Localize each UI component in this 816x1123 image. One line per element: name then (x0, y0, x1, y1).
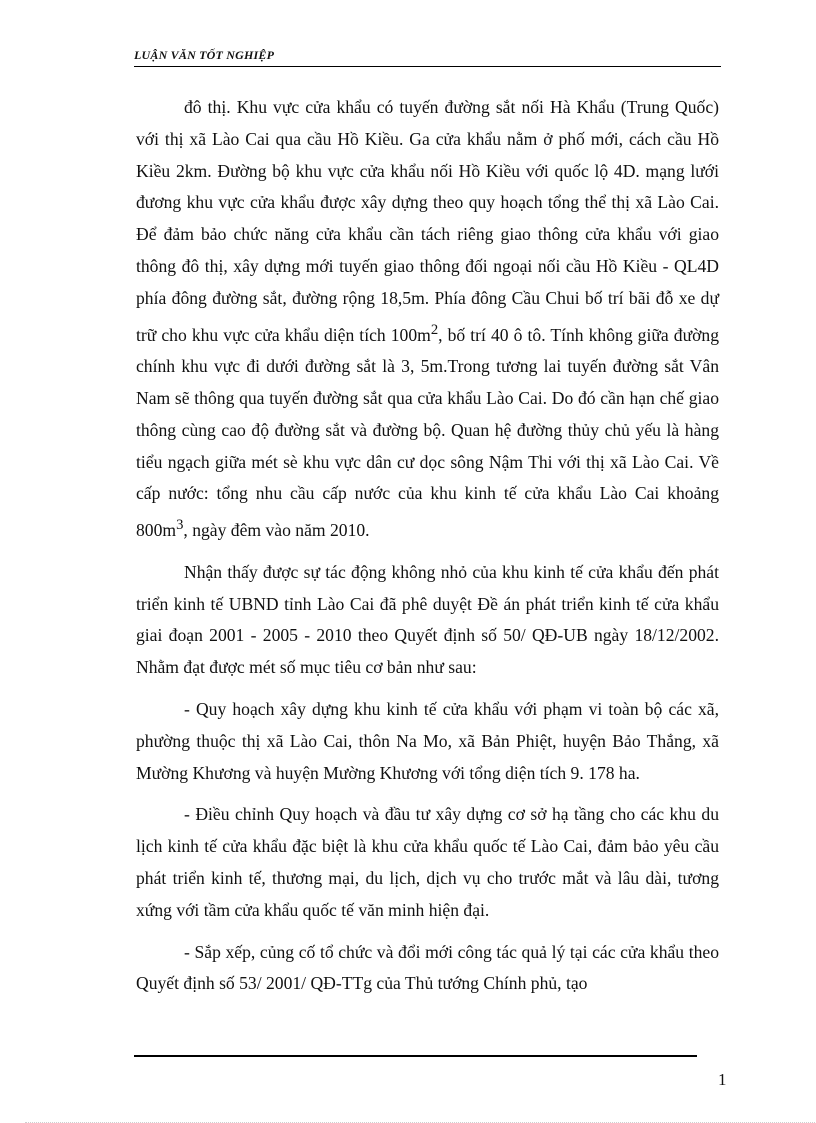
header-rule (134, 66, 721, 67)
paragraph-1 (136, 92, 719, 547)
superscript-2: 2 (430, 321, 439, 338)
footer-rule (134, 1055, 697, 1057)
paragraph-5: - Sắp xếp, củng cố tổ chức và đổi mới công tác quả lý tại các cửa khẩu theo Quyết định số 53/ 2001/ QĐ-TTg của Thủ tướng Chính phủ, tạo (136, 941, 719, 994)
superscript-3: 3 (176, 517, 184, 534)
paragraph-2: Nhận thấy được sự tác động không nhỏ của khu kinh tế cửa khẩu đến phát triển kinh tế UBND tỉnh Lào Cai đã phê duyệt Đề án phát triển kinh tế cửa khẩu giai đoạn 2001 - 2005 - 2010 theo Quyết định số 50/ QĐ-UB ngày 18/12/2002. Nhằm đạt được mét số mục tiêu cơ bản như sau: (136, 561, 719, 678)
document-body (136, 92, 719, 1000)
page-number: 1 (718, 1070, 727, 1089)
paragraph-1-text-b: , bố trí 40 ô tô. Tính không giữa đường chính khu vực đi dưới đường sắt là 3, 5m.Trong tương lai tuyến đường sắt Vân Nam sẽ thông qua tuyến đường sắt qua cửa khẩu Lào Cai. Do đó cần hạn chế giao thông cùng cao độ đường sắt và đường bộ. Quan hệ đường thủy chủ yếu là hàng tiểu ngạch giữa mét sè khu vực dân cư dọc sông Nậm Thi với thị xã Lào Cai. Về cấp nước: tổng nhu cầu cấp nước của khu kinh tế cửa khẩu Lào Cai khoảng 800m (136, 324, 720, 541)
running-header: LUẬN VĂN TỐT NGHIỆP (134, 48, 275, 62)
paragraph-1-text-a: đô thị. Khu vực cửa khẩu có tuyến đường sắt nối Hà Khẩu (Trung Quốc) với thị xã Lào Cai qua cầu Hồ Kiều. Ga cửa khẩu nằm ở phố mới, cách cầu Hồ Kiều 2km. Đường bộ khu vực cửa khẩu nối Hồ Kiều với quốc lộ 4D. mạng lưới đương khu vực cửa khẩu được xây dựng theo quy hoạch tổng thể thị xã Lào Cai. Để đảm bảo chức năng cửa khẩu cần tách riêng giao thông cửa khẩu với giao thông đô thị, xây dựng mới tuyến giao thông đối ngoại nối cầu Hồ Kiều - QL4D phía đông đường sắt, đường rộng 18,5m. Phía đông Cầu Chui bố trí bãi đỗ xe dự trữ cho khu vực cửa khẩu diện tích 100m (136, 97, 719, 345)
paragraph-3: - Quy hoạch xây dựng khu kinh tế cửa khẩu với phạm vi toàn bộ các xã, phường thuộc thị xã Lào Cai, thôn Na Mo, xã Bản Phiệt, huyện Bảo Thắng, xã Mường Khương và huyện Mường Khương với tổng diện tích 9. 178 ha. (136, 699, 719, 783)
paragraph-4: - Điều chỉnh Quy hoạch và đầu tư xây dựng cơ sở hạ tầng cho các khu du lịch kinh tế cửa khẩu đặc biệt là khu cửa khẩu quốc tế Lào Cai, đảm bảo yêu cầu phát triển kinh tế, thương mại, du lịch, dịch vụ cho trước mắt và lâu dài, tương xứng với tầm cửa khẩu quốc tế văn minh hiện đại. (136, 804, 719, 920)
paragraph-1-text-c: , ngày đêm vào năm 2010. (183, 520, 370, 541)
